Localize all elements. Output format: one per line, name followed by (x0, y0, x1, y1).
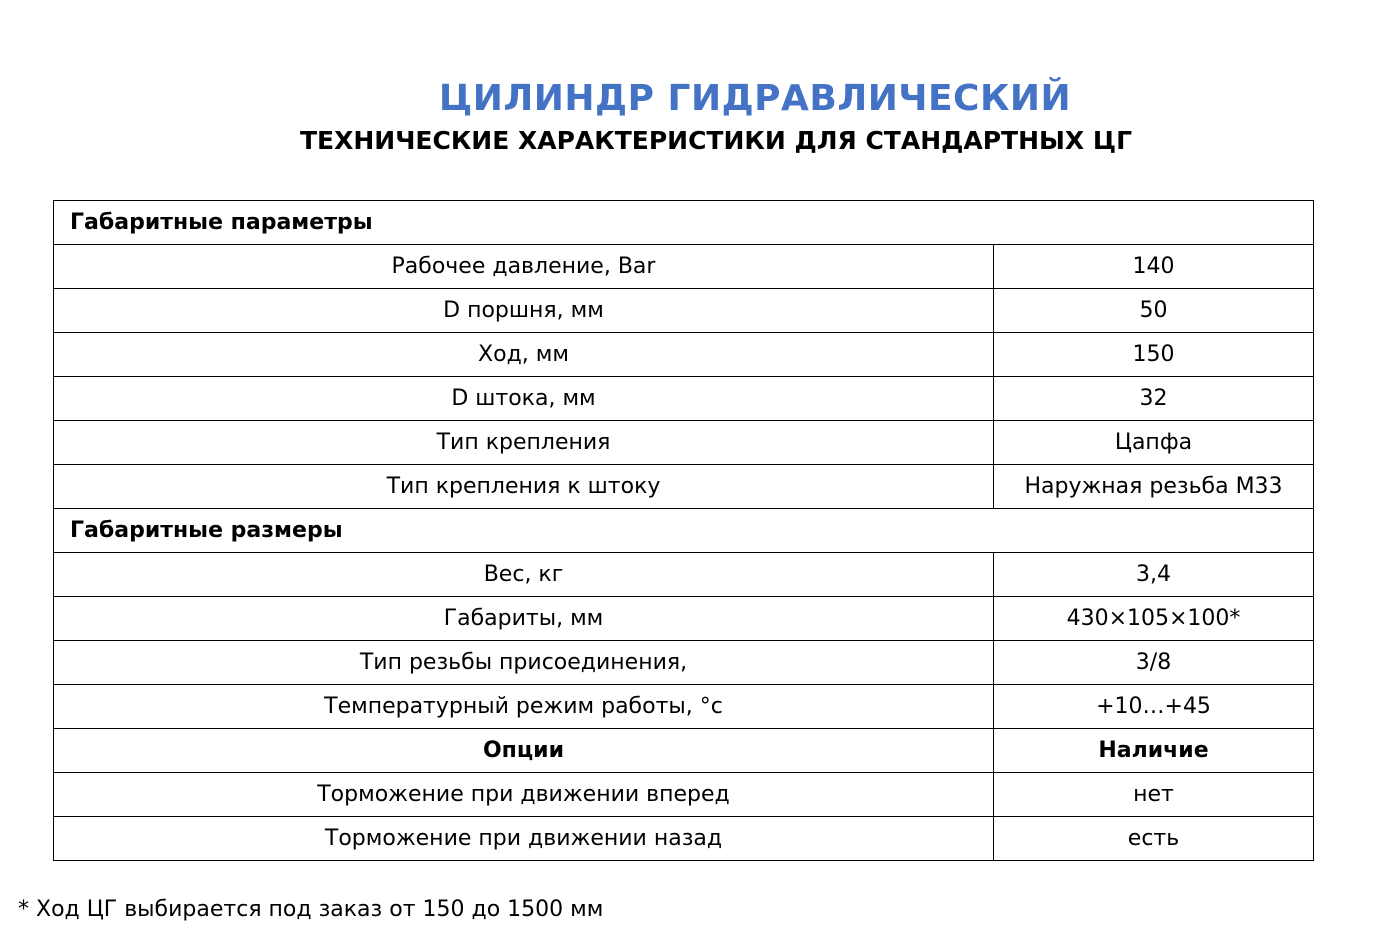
param-label: D поршня, мм (54, 289, 994, 333)
options-header-value: Наличие (994, 729, 1314, 773)
param-value: 150 (994, 333, 1314, 377)
param-label: Тип крепления к штоку (54, 465, 994, 509)
page-subtitle: ТЕХНИЧЕСКИЕ ХАРАКТЕРИСТИКИ ДЛЯ СТАНДАРТНЫХ ЦГ (299, 126, 1133, 155)
param-label: Тип резьбы присоединения, (54, 641, 994, 685)
section-title: Габаритные параметры (54, 201, 1314, 245)
option-value: есть (994, 817, 1314, 861)
param-value: Наружная резьба М33 (994, 465, 1314, 509)
param-value: 430×105×100* (994, 597, 1314, 641)
param-label: Тип крепления (54, 421, 994, 465)
table-row (54, 773, 1314, 817)
param-value: 140 (994, 245, 1314, 289)
table-row (54, 641, 1314, 685)
param-value: +10…+45 (994, 685, 1314, 729)
param-value: 32 (994, 377, 1314, 421)
options-header-label: Опции (54, 729, 994, 773)
table-row (54, 333, 1314, 377)
table-row (54, 685, 1314, 729)
param-label: Температурный режим работы, °с (54, 685, 994, 729)
section-title: Габаритные размеры (54, 509, 1314, 553)
table-row (54, 553, 1314, 597)
option-value: нет (994, 773, 1314, 817)
param-label: Габариты, мм (54, 597, 994, 641)
param-label: D штока, мм (54, 377, 994, 421)
param-value: 50 (994, 289, 1314, 333)
option-label: Торможение при движении вперед (54, 773, 994, 817)
section-header-row (54, 509, 1314, 553)
param-value: 3,4 (994, 553, 1314, 597)
param-label: Рабочее давление, Bar (54, 245, 994, 289)
option-label: Торможение при движении назад (54, 817, 994, 861)
page-title: ЦИЛИНДР ГИДРАВЛИЧЕСКИЙ (438, 78, 1072, 119)
table-row (54, 421, 1314, 465)
table-row (54, 289, 1314, 333)
footnote: * Ход ЦГ выбирается под заказ от 150 до 1500 мм (18, 897, 604, 922)
param-value: 3/8 (994, 641, 1314, 685)
table-row (54, 465, 1314, 509)
table-row (54, 377, 1314, 421)
table-row (54, 817, 1314, 861)
param-label: Ход, мм (54, 333, 994, 377)
spec-table (53, 200, 1314, 861)
param-value: Цапфа (994, 421, 1314, 465)
section-header-row (54, 201, 1314, 245)
options-header-row (54, 729, 1314, 773)
param-label: Вес, кг (54, 553, 994, 597)
table-row (54, 597, 1314, 641)
table-row (54, 245, 1314, 289)
